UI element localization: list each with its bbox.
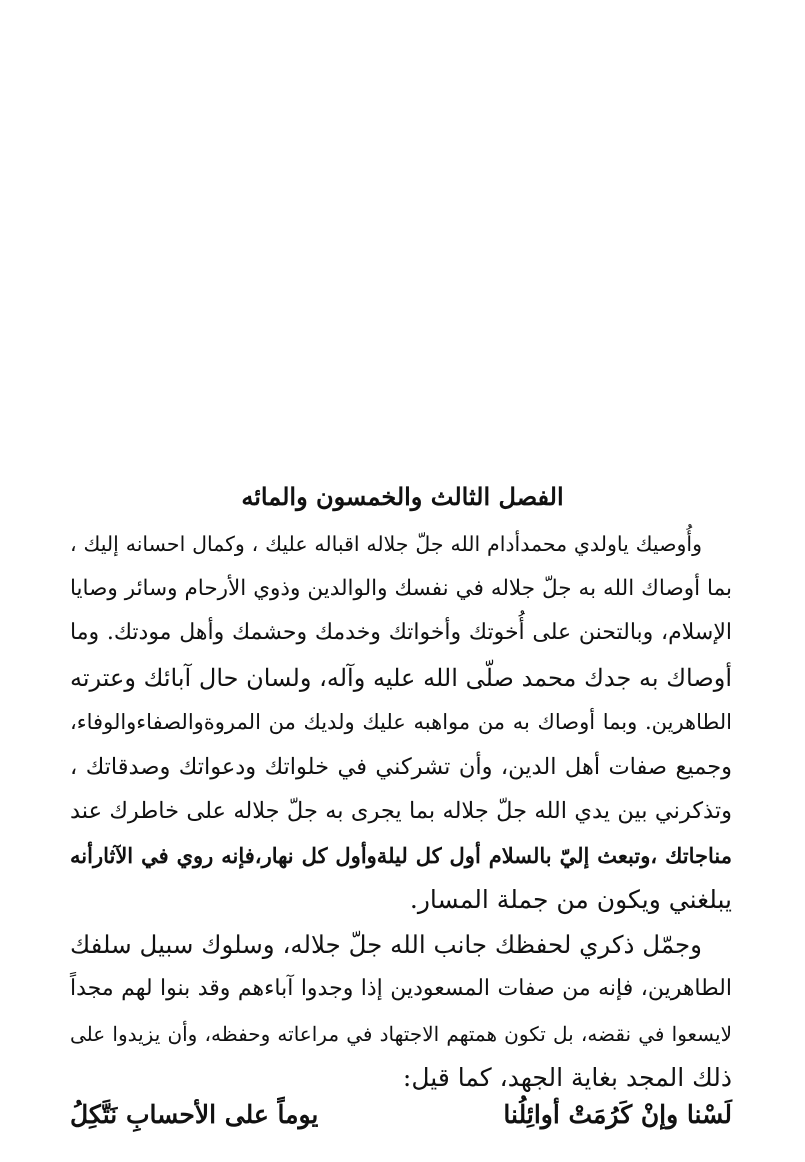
paragraph-line: أوصاك به جدك محمد صلّى الله عليه وآله، ولسان حال آبائك وعترته <box>70 663 732 692</box>
paragraph-line: الإسلام، وبالتحنن على أُخوتك وأخواتك وخدمك وحشمك وأهل مودتك. وما <box>70 620 732 645</box>
paragraph-line: وأُوصيك ياولدي محمدأدام الله جلّ جلاله اقباله عليك ، وكمال احسانه إليك ، <box>70 532 702 556</box>
verse-second-hemistich: يوماً على الأحسابِ نَتَّكِلُ <box>70 1100 319 1129</box>
chapter-heading: الفصل الثالث والخمسون والمائه <box>241 482 564 511</box>
paragraph-line: ذلك المجد بغاية الجهد، كما قيل: <box>402 1063 732 1092</box>
body-text <box>70 522 732 1101</box>
paragraph-line: بما أوصاك الله به جلّ جلاله في نفسك والوالدين وذوي الأرحام وسائر وصايا <box>70 575 732 601</box>
paragraph-line: وجمّل ذكري لحفظك جانب الله جلّ جلاله، وسلوك سبيل سلفك <box>70 929 702 959</box>
paragraph-line: وجميع صفات أهل الدين، وأن تشركني في خلواتك ودعواتك وصدقاتك ، <box>70 753 732 780</box>
paragraph-line: الطاهرين. وبما أوصاك به من مواهبه عليك ولديك من المروةوالصفاءوالوفاء، <box>70 710 732 734</box>
verse-first-hemistich: لَسْنا وإنْ كَرُمَتْ أوائِلُنا <box>503 1100 732 1129</box>
poetry-verse <box>70 1100 732 1129</box>
paragraph-line: لايسعوا في نقضه، بل تكون همتهم الاجتهاد في مراعاته وحفظه، وأن يزيدوا على <box>70 1021 732 1046</box>
paragraph-line: الطاهرين، فإنه من صفات المسعودين إذا وجدوا آباءهم وقد بنوا لهم مجداً <box>70 976 732 1001</box>
paragraph-line: وتذكرني بين يدي الله جلّ جلاله بما يجرى به جلّ جلاله على خاطرك عند <box>70 798 732 824</box>
paragraph-line: مناجاتك ،وتبعث إليّ بالسلام أول كل ليلةوأول كل نهار،فإنه روي في الآثارأنه <box>70 842 732 868</box>
paragraph-line: يبلغني ويكون من جملة المسار. <box>409 885 732 914</box>
